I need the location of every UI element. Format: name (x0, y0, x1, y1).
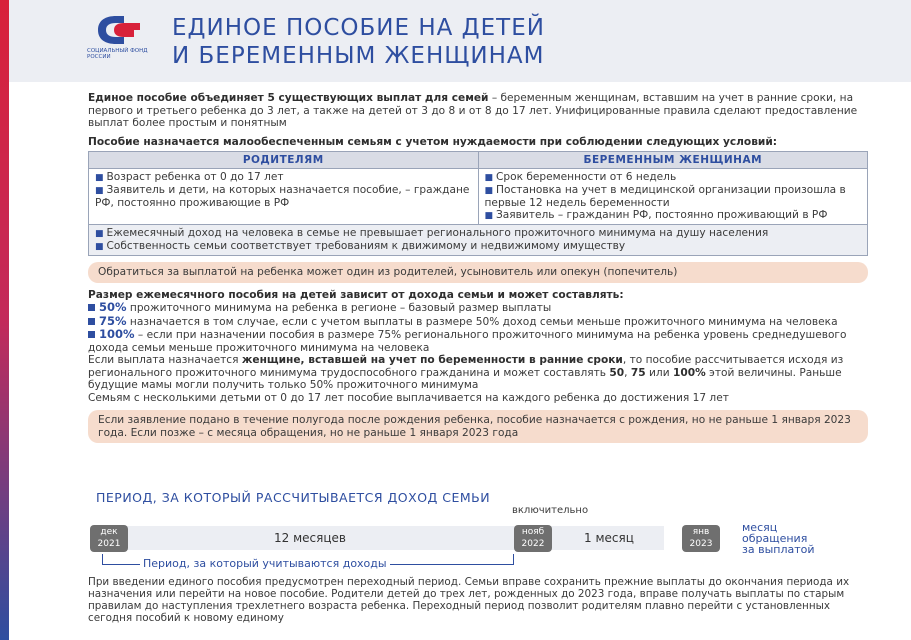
square-bullet-icon (88, 318, 95, 325)
pregnant-paragraph: Если выплата назначается женщине, вставшей на учет по беременности в ранние сроки, то пособие рассчитывается исходя из регионального прожиточного минимума трудоспособного гражданина и может составлять 50, 75 или 100% этой величины. Раньше будущие мамы могли получить только 50% прожиточного минимума (88, 354, 844, 391)
size-item-75: 75% назначается в том случае, если с учетом выплаты в размере 50% доход семьи меньше прожиточного минимума на человека (88, 315, 868, 329)
bullet-icon: ■ (95, 229, 104, 239)
col-header-pregnant: БЕРЕМЕННЫМ ЖЕНЩИНАМ (478, 152, 868, 169)
apply-note-box: Обратиться за выплатой на ребенка может один из родителей, усыновитель или опекун (попечитель) (88, 262, 868, 283)
deadline-note-box: Если заявление подано в течение полугода после рождения ребенка, пособие назначается с рождения, но не раньше 1 января 2023 года. Если позже – с месяца обращения, но не раньше 1 января 2023 года (88, 410, 868, 443)
duration-12-months: 12 месяцев (274, 531, 346, 545)
footer-paragraph: При введении единого пособия предусмотрен переходный период. Семьи вправе сохранить прежние выплаты до окончания периода их назначения или перейти на новое пособие. Родители детей до трех лет, рожденных до 2023 года, вправе получать выплаты по старым правилам до наступления трехлетнего возраста ребенка. Переходный период позволит родителям плавно перейти с установленных сегодня пособий к новому единому (88, 576, 850, 624)
common-item: ■ Собственность семьи соответствует требованиям к движимому и недвижимому имуществу (95, 240, 626, 252)
intro-bold: Единое пособие объединяет 5 существующих выплат для семей (88, 92, 489, 104)
size-item-50: 50% прожиточного минимума на ребенка в регионе – базовый размер выплаты (88, 301, 868, 315)
parents-item: ■ Заявитель и дети, на которых назначается пособие, – граждане РФ, постоянно проживающие в РФ (95, 184, 470, 209)
duration-1-month: 1 месяц (584, 531, 634, 545)
parents-cell (89, 169, 479, 225)
bullet-icon: ■ (484, 173, 494, 183)
period-title: ПЕРИОД, ЗА КОТОРЫЙ РАССЧИТЫВАЕТСЯ ДОХОД СЕМЬИ (96, 490, 491, 505)
inclusive-label: включительно (512, 505, 589, 516)
bullet-icon: ■ (95, 242, 104, 252)
main-content (88, 92, 868, 443)
page-title (172, 14, 545, 70)
chip-start: дек 2021 (90, 525, 128, 552)
left-accent-stripe (0, 0, 9, 640)
income-period-timeline (88, 522, 872, 574)
logo (87, 14, 151, 62)
common-item: ■ Ежемесячный доход на человека в семье не превышает регионального прожиточного минимума на душу населения (95, 227, 769, 239)
intro-rest: – беременным женщинам, вставшим на учет в ранние сроки, на первого и третьего ребенка до 3 лет, а также на детей от 3 до 8 и от 8 до 17 лет. Унифицированные правила сделают предоставление выплат более простым и понятным (88, 92, 858, 129)
parents-item: ■ Возраст ребенка от 0 до 17 лет (95, 171, 284, 183)
common-conditions-cell (89, 225, 868, 256)
col-header-parents: РОДИТЕЛЯМ (89, 152, 479, 169)
conditions-table (88, 151, 868, 256)
sizes-title: Размер ежемесячного пособия на детей зависит от дохода семьи и может составлять: (88, 288, 624, 301)
families-paragraph: Семьям с несколькими детьми от 0 до 17 лет пособие выплачивается на каждого ребенка до достижения 17 лет (88, 391, 729, 404)
chip-end: янв 2023 (682, 525, 720, 552)
bullet-icon: ■ (484, 186, 494, 196)
bullet-icon: ■ (95, 173, 104, 183)
pregnant-item: ■ Срок беременности от 6 недель (484, 171, 677, 183)
chip-mid: нояб 2022 (514, 525, 552, 552)
application-month-label: месяц обращения за выплатой (742, 521, 815, 556)
logo-text: СОЦИАЛЬНЫЙ ФОНД РОССИИ (87, 48, 148, 60)
size-item-100: 100% – если при назначении пособия в размере 75% регионального прожиточного минимума на ребенка уровень среднедушевого дохода семьи меньше прожиточного минимума на человека (88, 327, 847, 354)
sfr-logo-icon (94, 14, 144, 46)
title-line-1: ЕДИНОЕ ПОСОБИЕ НА ДЕТЕЙ (172, 15, 545, 41)
square-bullet-icon (88, 304, 95, 311)
intro-paragraph (88, 92, 868, 130)
pregnant-cell (478, 169, 868, 225)
bracket-label: Период, за который учитываются доходы (140, 557, 390, 570)
timeline-bar (108, 526, 664, 550)
bullet-icon: ■ (484, 211, 494, 221)
pregnant-item: ■ Заявитель – гражданин РФ, постоянно проживающий в РФ (484, 209, 828, 221)
bullet-icon: ■ (95, 186, 104, 196)
square-bullet-icon (88, 331, 95, 338)
pregnant-item: ■ Постановка на учет в медицинской организации произошла в первые 12 недель беременности (484, 184, 846, 209)
title-line-2: И БЕРЕМЕННЫМ ЖЕНЩИНАМ (172, 43, 545, 69)
conditions-title: Пособие назначается малообеспеченным семьям с учетом нуждаемости при соблюдении следующих условий: (88, 135, 777, 148)
header (9, 0, 911, 82)
